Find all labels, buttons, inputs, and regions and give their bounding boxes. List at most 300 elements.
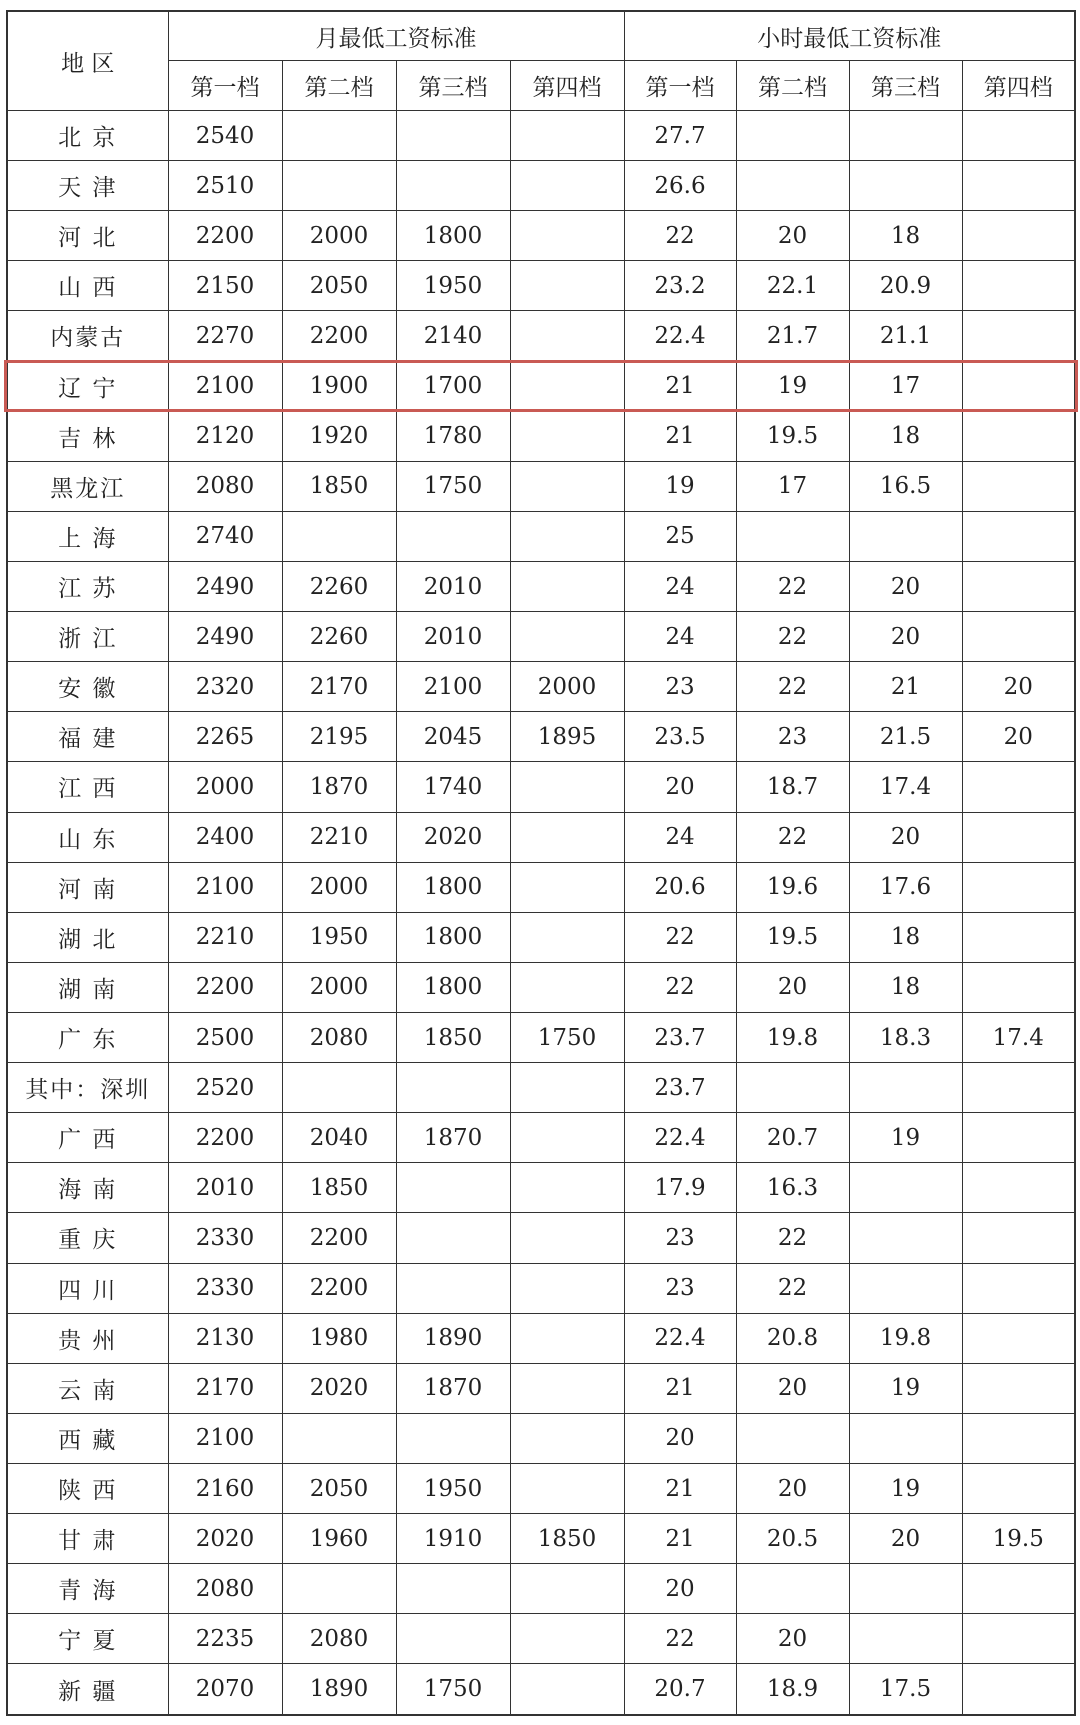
monthly-tier-1-cell: 2510 bbox=[168, 161, 282, 211]
monthly-tier-1-cell: 2330 bbox=[168, 1213, 282, 1263]
hourly-tier-2-cell bbox=[736, 111, 849, 161]
monthly-tier-2-cell: 2040 bbox=[282, 1113, 396, 1163]
hourly-tier-1-cell: 19 bbox=[624, 461, 736, 511]
monthly-tier-2-cell bbox=[282, 161, 396, 211]
monthly-tier-4-cell bbox=[510, 1313, 624, 1363]
monthly-tier-2-cell: 2000 bbox=[282, 862, 396, 912]
monthly-tier-1-cell: 2200 bbox=[168, 962, 282, 1012]
hourly-tier-2-cell bbox=[736, 1413, 849, 1463]
region-cell: 黑龙江 bbox=[7, 461, 168, 511]
monthly-tier-3-cell bbox=[396, 1413, 510, 1463]
monthly-tier-1-cell: 2100 bbox=[168, 1413, 282, 1463]
region-cell: 河 南 bbox=[7, 862, 168, 912]
hourly-tier-1-cell: 25 bbox=[624, 511, 736, 561]
hourly-tier-2-cell: 23 bbox=[736, 712, 849, 762]
table-row bbox=[7, 1514, 1075, 1564]
monthly-tier-4-cell bbox=[510, 561, 624, 611]
hourly-tier-3-cell bbox=[849, 1263, 962, 1313]
monthly-tier-4-cell: 1850 bbox=[510, 1514, 624, 1564]
hourly-tier-1-cell: 21 bbox=[624, 411, 736, 461]
monthly-tier-3-cell: 1890 bbox=[396, 1313, 510, 1363]
monthly-tier-4-cell bbox=[510, 411, 624, 461]
monthly-tier-2-cell: 2170 bbox=[282, 662, 396, 712]
hourly-tier-4-cell: 20 bbox=[962, 662, 1075, 712]
table-row bbox=[7, 762, 1075, 812]
hourly-tier-2-cell: 19.5 bbox=[736, 411, 849, 461]
table-row bbox=[7, 862, 1075, 912]
table-row bbox=[7, 1664, 1075, 1715]
hourly-tier-3-cell bbox=[849, 1213, 962, 1263]
monthly-tier-3-cell: 1750 bbox=[396, 461, 510, 511]
hourly-tier-1-cell: 21 bbox=[624, 1463, 736, 1513]
hourly-tier-3-cell: 20.9 bbox=[849, 261, 962, 311]
hourly-tier-1-cell: 23.2 bbox=[624, 261, 736, 311]
monthly-tier-4-cell bbox=[510, 1463, 624, 1513]
hourly-tier-1-cell: 20.6 bbox=[624, 862, 736, 912]
region-cell: 浙 江 bbox=[7, 612, 168, 662]
hourly-tier-2-cell: 20.8 bbox=[736, 1313, 849, 1363]
monthly-tier-3-cell bbox=[396, 1163, 510, 1213]
table-row bbox=[7, 912, 1075, 962]
monthly-tier-3-cell: 1740 bbox=[396, 762, 510, 812]
hourly-tier-3-cell: 20 bbox=[849, 561, 962, 611]
hourly-tier-2-cell: 20 bbox=[736, 1614, 849, 1664]
hourly-tier-3-cell bbox=[849, 1564, 962, 1614]
table-row bbox=[7, 712, 1075, 762]
region-cell: 安 徽 bbox=[7, 662, 168, 712]
region-cell: 陕 西 bbox=[7, 1463, 168, 1513]
hourly-tier-3-cell: 17 bbox=[849, 361, 962, 411]
hourly-tier-1-cell: 22.4 bbox=[624, 1113, 736, 1163]
monthly-tier-1-cell: 2160 bbox=[168, 1463, 282, 1513]
monthly-tier-1-cell: 2520 bbox=[168, 1063, 282, 1113]
monthly-tier-4-cell bbox=[510, 812, 624, 862]
region-cell: 贵 州 bbox=[7, 1313, 168, 1363]
monthly-tier-1-cell: 2020 bbox=[168, 1514, 282, 1564]
monthly-tier-1-cell: 2080 bbox=[168, 461, 282, 511]
hourly-tier-2-cell: 18.7 bbox=[736, 762, 849, 812]
region-cell: 上 海 bbox=[7, 511, 168, 561]
monthly-tier-1-cell: 2170 bbox=[168, 1363, 282, 1413]
monthly-tier-2-cell: 2000 bbox=[282, 211, 396, 261]
table-row bbox=[7, 411, 1075, 461]
hourly-tier-1-cell: 20.7 bbox=[624, 1664, 736, 1715]
hourly-tier-4-cell bbox=[962, 261, 1075, 311]
hourly-tier-2-cell: 20.5 bbox=[736, 1514, 849, 1564]
region-cell: 湖 北 bbox=[7, 912, 168, 962]
hourly-tier-3-header: 第三档 bbox=[849, 61, 962, 111]
monthly-tier-3-cell bbox=[396, 511, 510, 561]
monthly-tier-3-cell: 1870 bbox=[396, 1363, 510, 1413]
monthly-tier-4-cell bbox=[510, 511, 624, 561]
region-cell: 广 东 bbox=[7, 1012, 168, 1062]
hourly-tier-1-cell: 21 bbox=[624, 1514, 736, 1564]
monthly-tier-4-cell bbox=[510, 361, 624, 411]
monthly-tier-2-cell: 2080 bbox=[282, 1614, 396, 1664]
monthly-tier-2-cell: 1950 bbox=[282, 912, 396, 962]
hourly-tier-1-cell: 20 bbox=[624, 1413, 736, 1463]
region-cell: 重 庆 bbox=[7, 1213, 168, 1263]
hourly-tier-4-cell bbox=[962, 561, 1075, 611]
monthly-tier-4-cell bbox=[510, 1614, 624, 1664]
monthly-tier-3-cell bbox=[396, 161, 510, 211]
monthly-tier-4-cell: 1895 bbox=[510, 712, 624, 762]
hourly-tier-4-cell bbox=[962, 1363, 1075, 1413]
monthly-tier-3-cell: 1950 bbox=[396, 261, 510, 311]
hourly-tier-2-cell: 20 bbox=[736, 1463, 849, 1513]
monthly-tier-4-cell bbox=[510, 1113, 624, 1163]
hourly-tier-1-cell: 27.7 bbox=[624, 111, 736, 161]
monthly-tier-4-cell bbox=[510, 1163, 624, 1213]
monthly-tier-2-cell: 1900 bbox=[282, 361, 396, 411]
monthly-tier-2-cell: 1850 bbox=[282, 1163, 396, 1213]
header-row-tiers bbox=[7, 61, 1075, 111]
monthly-tier-3-cell bbox=[396, 1063, 510, 1113]
monthly-tier-4-cell bbox=[510, 1564, 624, 1614]
hourly-tier-2-cell: 19.6 bbox=[736, 862, 849, 912]
table-row bbox=[7, 962, 1075, 1012]
monthly-tier-2-cell: 2050 bbox=[282, 261, 396, 311]
table-row bbox=[7, 111, 1075, 161]
monthly-tier-1-cell: 2540 bbox=[168, 111, 282, 161]
table-row bbox=[7, 1113, 1075, 1163]
hourly-tier-3-cell: 18 bbox=[849, 962, 962, 1012]
hourly-tier-1-cell: 21 bbox=[624, 1363, 736, 1413]
hourly-tier-1-cell: 23 bbox=[624, 662, 736, 712]
hourly-tier-3-cell: 18 bbox=[849, 411, 962, 461]
hourly-tier-3-cell bbox=[849, 1413, 962, 1463]
hourly-tier-2-cell bbox=[736, 511, 849, 561]
monthly-tier-4-cell bbox=[510, 862, 624, 912]
monthly-tier-3-cell: 2140 bbox=[396, 311, 510, 361]
table-row bbox=[7, 361, 1075, 411]
monthly-tier-2-cell: 2000 bbox=[282, 962, 396, 1012]
hourly-tier-1-cell: 24 bbox=[624, 812, 736, 862]
monthly-tier-1-cell: 2200 bbox=[168, 1113, 282, 1163]
hourly-tier-1-cell: 22 bbox=[624, 1614, 736, 1664]
hourly-tier-1-cell: 22 bbox=[624, 211, 736, 261]
monthly-tier-3-cell bbox=[396, 1564, 510, 1614]
table-row bbox=[7, 612, 1075, 662]
table-row bbox=[7, 1313, 1075, 1363]
hourly-tier-3-cell: 18 bbox=[849, 912, 962, 962]
hourly-tier-3-cell: 18.3 bbox=[849, 1012, 962, 1062]
monthly-tier-2-cell: 2260 bbox=[282, 612, 396, 662]
table-row bbox=[7, 1463, 1075, 1513]
hourly-tier-2-cell bbox=[736, 161, 849, 211]
monthly-tier-3-cell bbox=[396, 1263, 510, 1313]
monthly-tier-4-header: 第四档 bbox=[510, 61, 624, 111]
hourly-tier-4-cell bbox=[962, 1664, 1075, 1715]
monthly-tier-4-cell: 2000 bbox=[510, 662, 624, 712]
region-cell: 海 南 bbox=[7, 1163, 168, 1213]
monthly-tier-3-cell: 1800 bbox=[396, 912, 510, 962]
hourly-tier-3-cell: 21 bbox=[849, 662, 962, 712]
monthly-tier-4-cell bbox=[510, 161, 624, 211]
hourly-tier-2-cell: 18.9 bbox=[736, 1664, 849, 1715]
hourly-tier-4-cell bbox=[962, 161, 1075, 211]
monthly-tier-2-cell: 2210 bbox=[282, 812, 396, 862]
monthly-tier-3-cell: 2020 bbox=[396, 812, 510, 862]
hourly-tier-3-cell: 21.5 bbox=[849, 712, 962, 762]
hourly-tier-2-cell: 21.7 bbox=[736, 311, 849, 361]
monthly-tier-3-cell: 1700 bbox=[396, 361, 510, 411]
hourly-tier-4-cell: 19.5 bbox=[962, 1514, 1075, 1564]
hourly-group-header: 小时最低工资标准 bbox=[624, 11, 1075, 61]
table-row bbox=[7, 1363, 1075, 1413]
monthly-tier-1-cell: 2500 bbox=[168, 1012, 282, 1062]
monthly-tier-2-cell: 2020 bbox=[282, 1363, 396, 1413]
monthly-tier-2-cell: 2050 bbox=[282, 1463, 396, 1513]
monthly-tier-2-cell bbox=[282, 1063, 396, 1113]
region-cell: 河 北 bbox=[7, 211, 168, 261]
monthly-tier-2-cell bbox=[282, 111, 396, 161]
monthly-tier-1-header: 第一档 bbox=[168, 61, 282, 111]
hourly-tier-3-cell: 20 bbox=[849, 812, 962, 862]
hourly-tier-3-cell: 19 bbox=[849, 1463, 962, 1513]
monthly-tier-4-cell bbox=[510, 1063, 624, 1113]
monthly-tier-1-cell: 2210 bbox=[168, 912, 282, 962]
hourly-tier-1-cell: 22.4 bbox=[624, 311, 736, 361]
monthly-tier-4-cell: 1750 bbox=[510, 1012, 624, 1062]
hourly-tier-4-cell bbox=[962, 411, 1075, 461]
hourly-tier-4-cell bbox=[962, 762, 1075, 812]
monthly-tier-4-cell bbox=[510, 762, 624, 812]
hourly-tier-2-cell: 22 bbox=[736, 1263, 849, 1313]
monthly-tier-4-cell bbox=[510, 211, 624, 261]
region-cell: 江 西 bbox=[7, 762, 168, 812]
monthly-tier-1-cell: 2270 bbox=[168, 311, 282, 361]
hourly-tier-1-cell: 22 bbox=[624, 962, 736, 1012]
hourly-tier-2-cell: 22 bbox=[736, 612, 849, 662]
hourly-tier-3-cell: 17.4 bbox=[849, 762, 962, 812]
region-cell: 江 苏 bbox=[7, 561, 168, 611]
hourly-tier-4-cell bbox=[962, 912, 1075, 962]
region-cell: 四 川 bbox=[7, 1263, 168, 1313]
hourly-tier-4-cell bbox=[962, 511, 1075, 561]
monthly-tier-1-cell: 2400 bbox=[168, 812, 282, 862]
hourly-tier-4-cell bbox=[962, 461, 1075, 511]
hourly-tier-2-cell: 22 bbox=[736, 662, 849, 712]
hourly-tier-1-cell: 24 bbox=[624, 561, 736, 611]
region-cell: 青 海 bbox=[7, 1564, 168, 1614]
hourly-tier-3-cell: 20 bbox=[849, 1514, 962, 1564]
monthly-tier-3-cell: 1800 bbox=[396, 211, 510, 261]
hourly-tier-4-cell bbox=[962, 612, 1075, 662]
hourly-tier-1-cell: 20 bbox=[624, 762, 736, 812]
hourly-tier-4-cell bbox=[962, 361, 1075, 411]
hourly-tier-2-cell: 19.5 bbox=[736, 912, 849, 962]
hourly-tier-3-cell: 19 bbox=[849, 1113, 962, 1163]
region-cell: 山 东 bbox=[7, 812, 168, 862]
hourly-tier-1-cell: 23 bbox=[624, 1263, 736, 1313]
hourly-tier-4-cell bbox=[962, 862, 1075, 912]
hourly-tier-3-cell bbox=[849, 111, 962, 161]
monthly-tier-3-cell: 2045 bbox=[396, 712, 510, 762]
hourly-tier-1-cell: 24 bbox=[624, 612, 736, 662]
hourly-tier-2-cell: 22 bbox=[736, 561, 849, 611]
monthly-tier-3-header: 第三档 bbox=[396, 61, 510, 111]
monthly-tier-1-cell: 2490 bbox=[168, 612, 282, 662]
hourly-tier-2-header: 第二档 bbox=[736, 61, 849, 111]
hourly-tier-3-cell: 18 bbox=[849, 211, 962, 261]
hourly-tier-2-cell: 17 bbox=[736, 461, 849, 511]
hourly-tier-4-cell bbox=[962, 1413, 1075, 1463]
monthly-tier-4-cell bbox=[510, 1413, 624, 1463]
table-row bbox=[7, 311, 1075, 361]
hourly-tier-1-cell: 22.4 bbox=[624, 1313, 736, 1363]
region-cell: 广 西 bbox=[7, 1113, 168, 1163]
monthly-tier-2-cell bbox=[282, 1564, 396, 1614]
table-row bbox=[7, 1263, 1075, 1313]
monthly-tier-3-cell: 1870 bbox=[396, 1113, 510, 1163]
hourly-tier-4-header: 第四档 bbox=[962, 61, 1075, 111]
monthly-tier-2-cell: 2080 bbox=[282, 1012, 396, 1062]
hourly-tier-1-cell: 22 bbox=[624, 912, 736, 962]
hourly-tier-2-cell: 22 bbox=[736, 812, 849, 862]
monthly-tier-2-cell: 2200 bbox=[282, 311, 396, 361]
table-row bbox=[7, 211, 1075, 261]
region-cell: 内蒙古 bbox=[7, 311, 168, 361]
hourly-tier-4-cell: 17.4 bbox=[962, 1012, 1075, 1062]
monthly-tier-3-cell: 2010 bbox=[396, 612, 510, 662]
monthly-tier-4-cell bbox=[510, 962, 624, 1012]
monthly-tier-1-cell: 2330 bbox=[168, 1263, 282, 1313]
region-cell: 湖 南 bbox=[7, 962, 168, 1012]
region-cell: 辽 宁 bbox=[7, 361, 168, 411]
hourly-tier-2-cell: 19 bbox=[736, 361, 849, 411]
table-row bbox=[7, 1614, 1075, 1664]
monthly-tier-2-header: 第二档 bbox=[282, 61, 396, 111]
monthly-tier-2-cell: 1870 bbox=[282, 762, 396, 812]
monthly-tier-1-cell: 2080 bbox=[168, 1564, 282, 1614]
region-cell: 吉 林 bbox=[7, 411, 168, 461]
monthly-tier-1-cell: 2490 bbox=[168, 561, 282, 611]
monthly-tier-1-cell: 2235 bbox=[168, 1614, 282, 1664]
region-cell: 山 西 bbox=[7, 261, 168, 311]
hourly-tier-3-cell: 19.8 bbox=[849, 1313, 962, 1363]
monthly-tier-1-cell: 2320 bbox=[168, 662, 282, 712]
hourly-tier-3-cell: 19 bbox=[849, 1363, 962, 1413]
region-cell: 新 疆 bbox=[7, 1664, 168, 1715]
table-row bbox=[7, 511, 1075, 561]
monthly-tier-1-cell: 2100 bbox=[168, 361, 282, 411]
monthly-tier-1-cell: 2120 bbox=[168, 411, 282, 461]
monthly-tier-2-cell: 2195 bbox=[282, 712, 396, 762]
table-body bbox=[7, 111, 1075, 1716]
monthly-tier-2-cell: 1980 bbox=[282, 1313, 396, 1363]
hourly-tier-2-cell bbox=[736, 1063, 849, 1113]
monthly-tier-1-cell: 2000 bbox=[168, 762, 282, 812]
monthly-tier-2-cell bbox=[282, 1413, 396, 1463]
table-row bbox=[7, 161, 1075, 211]
table-row bbox=[7, 561, 1075, 611]
region-cell: 其中：深圳 bbox=[7, 1063, 168, 1113]
hourly-tier-4-cell bbox=[962, 1063, 1075, 1113]
hourly-tier-4-cell bbox=[962, 1113, 1075, 1163]
hourly-tier-1-cell: 23.7 bbox=[624, 1063, 736, 1113]
monthly-tier-1-cell: 2130 bbox=[168, 1313, 282, 1363]
hourly-tier-3-cell bbox=[849, 511, 962, 561]
monthly-tier-3-cell: 1850 bbox=[396, 1012, 510, 1062]
hourly-tier-4-cell bbox=[962, 812, 1075, 862]
table-row bbox=[7, 1163, 1075, 1213]
hourly-tier-3-cell bbox=[849, 1063, 962, 1113]
monthly-tier-3-cell: 1800 bbox=[396, 962, 510, 1012]
monthly-tier-1-cell: 2070 bbox=[168, 1664, 282, 1715]
hourly-tier-4-cell: 20 bbox=[962, 712, 1075, 762]
table-row bbox=[7, 662, 1075, 712]
monthly-tier-1-cell: 2265 bbox=[168, 712, 282, 762]
table-row bbox=[7, 1213, 1075, 1263]
hourly-tier-4-cell bbox=[962, 962, 1075, 1012]
region-cell: 天 津 bbox=[7, 161, 168, 211]
monthly-tier-2-cell: 1850 bbox=[282, 461, 396, 511]
monthly-tier-3-cell: 1800 bbox=[396, 862, 510, 912]
monthly-tier-4-cell bbox=[510, 1213, 624, 1263]
hourly-tier-4-cell bbox=[962, 311, 1075, 361]
monthly-tier-4-cell bbox=[510, 1363, 624, 1413]
monthly-tier-2-cell: 1890 bbox=[282, 1664, 396, 1715]
monthly-tier-4-cell bbox=[510, 1263, 624, 1313]
hourly-tier-2-cell: 20 bbox=[736, 1363, 849, 1413]
hourly-tier-4-cell bbox=[962, 111, 1075, 161]
monthly-tier-1-cell: 2200 bbox=[168, 211, 282, 261]
monthly-tier-1-cell: 2010 bbox=[168, 1163, 282, 1213]
region-cell: 甘 肃 bbox=[7, 1514, 168, 1564]
hourly-tier-4-cell bbox=[962, 1313, 1075, 1363]
monthly-tier-4-cell bbox=[510, 111, 624, 161]
region-header: 地 区 bbox=[7, 11, 168, 111]
monthly-tier-3-cell: 1750 bbox=[396, 1664, 510, 1715]
hourly-tier-2-cell: 19.8 bbox=[736, 1012, 849, 1062]
hourly-tier-1-cell: 21 bbox=[624, 361, 736, 411]
hourly-tier-3-cell: 16.5 bbox=[849, 461, 962, 511]
minimum-wage-table bbox=[6, 10, 1076, 1716]
hourly-tier-4-cell bbox=[962, 1213, 1075, 1263]
table-row bbox=[7, 812, 1075, 862]
hourly-tier-2-cell: 16.3 bbox=[736, 1163, 849, 1213]
hourly-tier-3-cell bbox=[849, 161, 962, 211]
region-cell: 西 藏 bbox=[7, 1413, 168, 1463]
hourly-tier-2-cell bbox=[736, 1564, 849, 1614]
monthly-tier-4-cell bbox=[510, 311, 624, 361]
hourly-tier-3-cell bbox=[849, 1163, 962, 1213]
hourly-tier-1-cell: 20 bbox=[624, 1564, 736, 1614]
hourly-tier-2-cell: 20 bbox=[736, 211, 849, 261]
hourly-tier-3-cell: 17.5 bbox=[849, 1664, 962, 1715]
table-row bbox=[7, 1413, 1075, 1463]
hourly-tier-1-cell: 26.6 bbox=[624, 161, 736, 211]
monthly-tier-3-cell: 2100 bbox=[396, 662, 510, 712]
header-row-groups bbox=[7, 11, 1075, 61]
monthly-tier-4-cell bbox=[510, 612, 624, 662]
hourly-tier-2-cell: 22.1 bbox=[736, 261, 849, 311]
hourly-tier-3-cell: 20 bbox=[849, 612, 962, 662]
monthly-tier-2-cell: 2200 bbox=[282, 1213, 396, 1263]
monthly-tier-3-cell: 1950 bbox=[396, 1463, 510, 1513]
monthly-tier-1-cell: 2150 bbox=[168, 261, 282, 311]
hourly-tier-4-cell bbox=[962, 1263, 1075, 1313]
region-cell: 福 建 bbox=[7, 712, 168, 762]
monthly-tier-3-cell bbox=[396, 111, 510, 161]
hourly-tier-2-cell: 20.7 bbox=[736, 1113, 849, 1163]
monthly-tier-3-cell: 1910 bbox=[396, 1514, 510, 1564]
hourly-tier-4-cell bbox=[962, 1163, 1075, 1213]
hourly-tier-1-cell: 23 bbox=[624, 1213, 736, 1263]
monthly-tier-4-cell bbox=[510, 261, 624, 311]
hourly-tier-4-cell bbox=[962, 211, 1075, 261]
